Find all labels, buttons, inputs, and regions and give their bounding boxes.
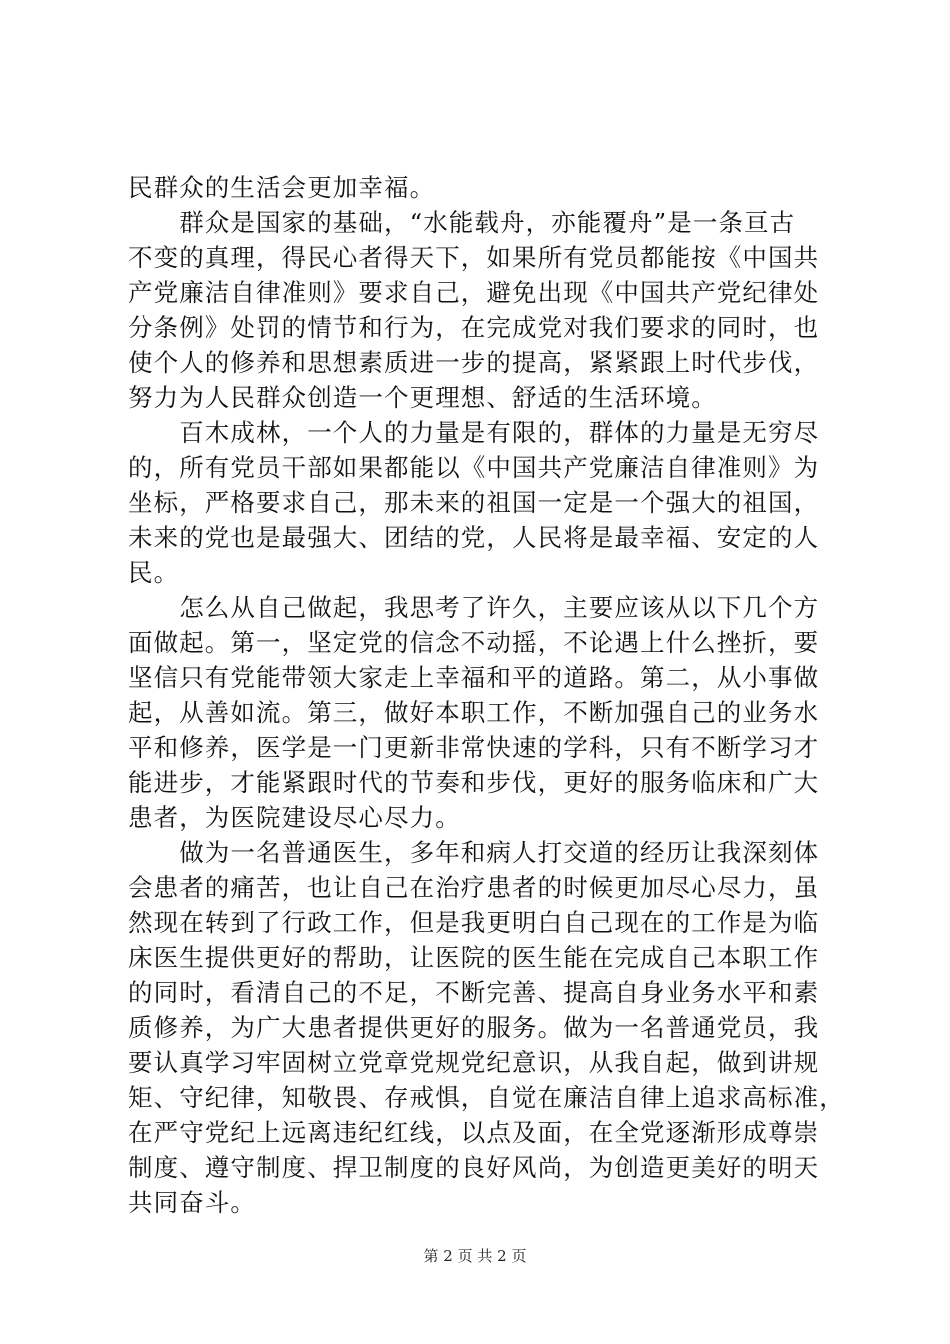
text-line: 产党廉洁自律准则》要求自己，避免出现《中国共产党纪律处 [128,278,820,307]
text-line: 使个人的修养和思想素质进一步的提高，紧紧跟上时代步伐， [128,348,820,377]
text-line: 的同时，看清自己的不足，不断完善、提高自身业务水平和素 [128,978,820,1007]
text-line: 能进步，才能紧跟时代的节奏和步伐，更好的服务临床和广大 [128,768,820,797]
page-number-footer: 第 2 页 共 2 页 [423,1247,527,1265]
text-line: 然现在转到了行政工作，但是我更明白自己现在的工作是为临 [128,908,820,937]
text-line: 百木成林，一个人的力量是有限的，群体的力量是无穷尽 [128,418,820,447]
text-line: 质修养，为广大患者提供更好的服务。做为一名普通党员，我 [128,1013,820,1042]
text-line: 民。 [128,558,180,587]
text-line: 坐标，严格要求自己，那未来的祖国一定是一个强大的祖国， [128,488,820,517]
text-line: 起，从善如流。第三，做好本职工作，不断加强自己的业务水 [128,698,820,727]
text-line: 怎么从自己做起，我思考了许久，主要应该从以下几个方 [128,593,820,622]
text-line: 分条例》处罚的情节和行为，在完成党对我们要求的同时，也 [128,313,820,342]
text-line: 平和修养，医学是一门更新非常快速的学科，只有不断学习才 [128,733,820,762]
text-line: 未来的党也是最强大、团结的党，人民将是最幸福、安定的人 [128,523,820,552]
text-line: 的，所有党员干部如果都能以《中国共产党廉洁自律准则》为 [128,453,820,482]
body-text [128,170,845,1220]
text-line: 民群众的生活会更加幸福。 [128,173,436,202]
text-line: 床医生提供更好的帮助，让医院的医生能在完成自己本职工作 [128,943,820,972]
text-line: 共同奋斗。 [128,1188,256,1217]
text-line: 要认真学习牢固树立党章党规党纪意识，从我自起，做到讲规 [128,1048,820,1077]
text-line: 患者，为医院建设尽心尽力。 [128,803,461,832]
text-line: 会患者的痛苦，也让自己在治疗患者的时候更加尽心尽力，虽 [128,873,820,902]
text-line: 制度、遵守制度、捍卫制度的良好风尚，为创造更美好的明天 [128,1153,820,1182]
text-line: 群众是国家的基础，“水能载舟，亦能覆舟”是一条亘古 [128,208,796,237]
text-line: 面做起。第一，坚定党的信念不动摇，不论遇上什么挫折，要 [128,628,820,657]
text-line: 努力为人民群众创造一个更理想、舒适的生活环境。 [128,383,717,412]
text-line: 在严守党纪上远离违纪红线，以点及面，在全党逐渐形成尊崇 [128,1118,820,1147]
text-line: 矩、守纪律，知敬畏、存戒惧，自觉在廉洁自律上追求高标准， [128,1083,845,1112]
text-line: 做为一名普通医生，多年和病人打交道的经历让我深刻体 [128,838,820,867]
text-line: 坚信只有党能带领大家走上幸福和平的道路。第二，从小事做 [128,663,820,692]
text-line: 不变的真理，得民心者得天下，如果所有党员都能按《中国共 [128,243,820,272]
